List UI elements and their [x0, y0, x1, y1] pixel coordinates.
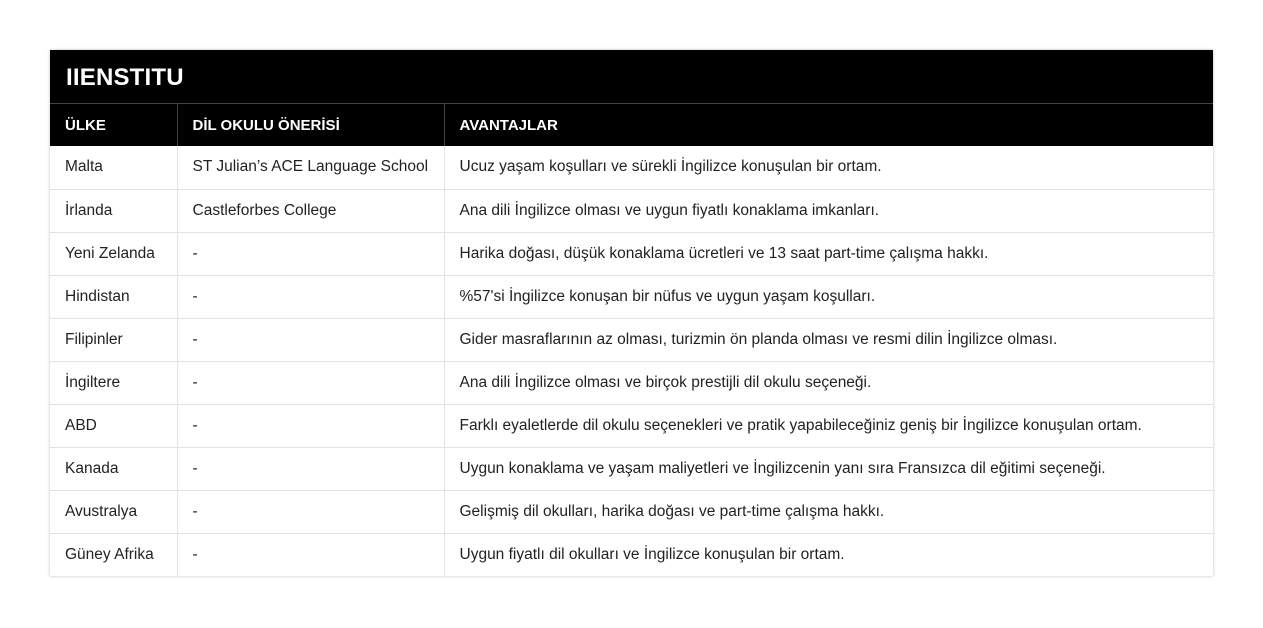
advantages-cell: Gelişmiş dil okulları, harika doğası ve part-time çalışma hakkı. [444, 490, 1213, 533]
school-cell: - [177, 533, 444, 576]
school-cell: - [177, 404, 444, 447]
school-cell: - [177, 490, 444, 533]
table-row [50, 318, 1213, 361]
table-row [50, 490, 1213, 533]
column-header-school: DİL OKULU ÖNERİSİ [177, 104, 444, 146]
school-cell: - [177, 275, 444, 318]
table-row [50, 361, 1213, 404]
advantages-cell: Farklı eyaletlerde dil okulu seçenekleri ve pratik yapabileceğiniz geniş bir İngilizce konuşulan ortam. [444, 404, 1213, 447]
table-row [50, 146, 1213, 189]
school-cell: - [177, 447, 444, 490]
country-cell: Avustralya [50, 490, 177, 533]
table-row [50, 275, 1213, 318]
comparison-table-card [50, 50, 1213, 576]
school-cell: ST Julian’s ACE Language School [177, 146, 444, 189]
school-cell: - [177, 318, 444, 361]
country-cell: Malta [50, 146, 177, 189]
table-row [50, 232, 1213, 275]
table-title: IIENSTITU [50, 50, 1213, 104]
country-cell: Yeni Zelanda [50, 232, 177, 275]
comparison-table [50, 104, 1213, 576]
table-row [50, 447, 1213, 490]
column-header-advantages: AVANTAJLAR [444, 104, 1213, 146]
country-cell: Filipinler [50, 318, 177, 361]
table-row [50, 189, 1213, 232]
advantages-cell: Ucuz yaşam koşulları ve sürekli İngilizce konuşulan bir ortam. [459, 158, 882, 176]
table-row [50, 533, 1213, 576]
header-row [50, 104, 1213, 146]
advantages-cell: Gider masraflarının az olması, turizmin ön planda olması ve resmi dilin İngilizce olması. [444, 318, 1213, 361]
country-cell: Hindistan [50, 275, 177, 318]
advantages-cell: Uygun konaklama ve yaşam maliyetleri ve İngilizcenin yanı sıra Fransızca dil eğitimi seçeneği. [444, 447, 1213, 490]
advantages-cell: Uygun fiyatlı dil okulları ve İngilizce konuşulan bir ortam. [444, 533, 1213, 576]
table-row [50, 404, 1213, 447]
advantages-cell: Harika doğası, düşük konaklama ücretleri ve 13 saat part-time çalışma hakkı. [444, 232, 1213, 275]
advantages-cell: Ana dili İngilizce olması ve uygun fiyatlı konaklama imkanları. [444, 189, 1213, 232]
country-cell: İngiltere [50, 361, 177, 404]
country-cell: Güney Afrika [50, 533, 177, 576]
country-cell: Kanada [50, 447, 177, 490]
advantages-cell: %57'si İngilizce konuşan bir nüfus ve uygun yaşam koşulları. [444, 275, 1213, 318]
column-header-country: ÜLKE [50, 104, 177, 146]
country-cell: İrlanda [50, 189, 177, 232]
advantages-cell: Ana dili İngilizce olması ve birçok prestijli dil okulu seçeneği. [444, 361, 1213, 404]
school-cell: Castleforbes College [177, 189, 444, 232]
country-cell: ABD [50, 404, 177, 447]
school-cell: - [177, 361, 444, 404]
school-cell: - [177, 232, 444, 275]
